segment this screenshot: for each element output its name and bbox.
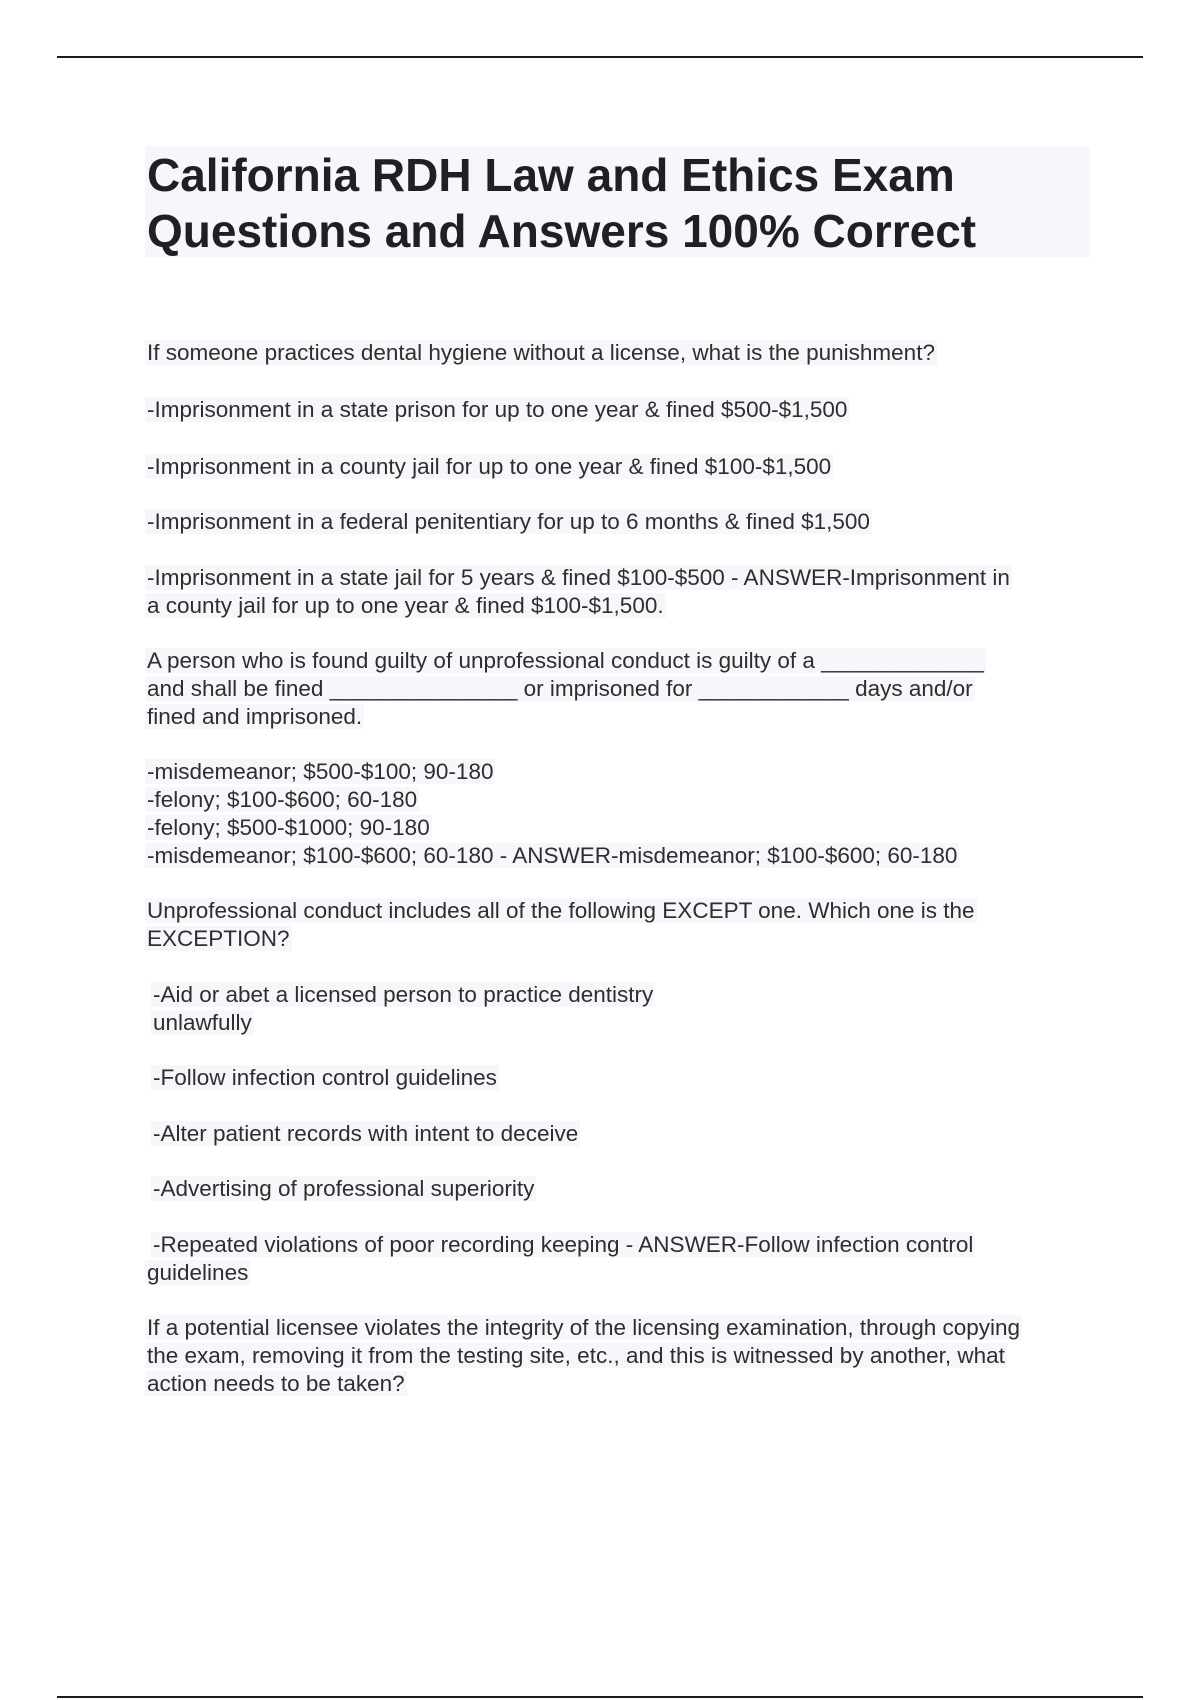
q1-option-3: -Imprisonment in a federal penitentiary for up to 6 months & fined $1,500: [147, 509, 870, 534]
title-line-2: Questions and Answers 100% Correct: [147, 205, 977, 257]
q1-option-2: -Imprisonment in a county jail for up to one year & fined $100-$1,500: [147, 454, 832, 479]
question-2-line-3: fined and imprisoned.: [147, 704, 363, 729]
question-1: If someone practices dental hygiene without a license, what is the punishment?: [147, 340, 935, 365]
question-3-line-2: EXCEPTION?: [147, 926, 290, 951]
q3-option-3: -Alter patient records with intent to deceive: [153, 1121, 579, 1146]
question-3-line-1: Unprofessional conduct includes all of the following EXCEPT one. Which one is the: [147, 898, 975, 923]
top-rule: [57, 56, 1143, 58]
q3-option-1: -Aid or abet a licensed person to practice dentistry: [153, 982, 654, 1007]
question-4-line-2: the exam, removing it from the testing site, etc., and this is witnessed by another, what: [147, 1343, 1005, 1368]
question-4-line-1: If a potential licensee violates the integrity of the licensing examination, through copying: [147, 1315, 1021, 1340]
q3-option-5-with-answer: -Repeated violations of poor recording keeping - ANSWER-Follow infection control: [153, 1232, 974, 1257]
q2-option-4-with-answer: -misdemeanor; $100-$600; 60-180 - ANSWER-misdemeanor; $100-$600; 60-180: [147, 843, 958, 868]
q3-option-4: -Advertising of professional superiority: [153, 1176, 535, 1201]
q2-option-1: -misdemeanor; $500-$100; 90-180: [147, 759, 494, 784]
q3-answer-continued: guidelines: [147, 1260, 249, 1285]
title-line-1: California RDH Law and Ethics Exam: [147, 149, 955, 201]
question-2-line-1: A person who is found guilty of unprofessional conduct is guilty of a _____________: [147, 648, 984, 673]
q2-option-2: -felony; $100-$600; 60-180: [147, 787, 418, 812]
question-2-line-2: and shall be fined _______________ or imprisoned for ____________ days and/or: [147, 676, 973, 701]
q3-option-2: -Follow infection control guidelines: [153, 1065, 497, 1090]
document-title: [145, 146, 1090, 257]
q1-option-4-with-answer: -Imprisonment in a state jail for 5 years & fined $100-$500 - ANSWER-Imprisonment in: [147, 565, 1010, 590]
q1-answer-continued: a county jail for up to one year & fined $100-$1,500.: [147, 593, 664, 618]
q2-option-3: -felony; $500-$1000; 90-180: [147, 815, 430, 840]
page-title: [145, 147, 1090, 259]
q1-option-1: -Imprisonment in a state prison for up to one year & fined $500-$1,500: [147, 397, 848, 422]
q3-option-1-continued: unlawfully: [153, 1010, 252, 1035]
bottom-rule: [57, 1696, 1143, 1698]
question-4-line-3: action needs to be taken?: [147, 1371, 405, 1396]
